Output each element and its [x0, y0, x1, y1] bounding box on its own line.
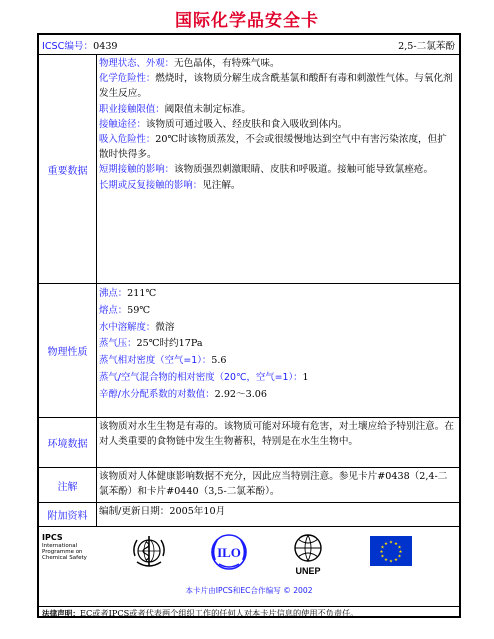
icsc-number: 0439 — [93, 41, 118, 52]
hazards-section — [39, 55, 459, 284]
svg-text:★: ★ — [398, 550, 403, 555]
additional-content: 编制/更新日期：2005年10月 — [99, 506, 226, 517]
svg-text:★: ★ — [384, 542, 388, 547]
physical-label: 物理性质 — [39, 284, 97, 417]
additional-label: 附加资料 — [39, 503, 97, 526]
hazard-item: 长期或反复接触的影响：见注解。 — [99, 179, 241, 191]
environment-label: 环境数据 — [39, 418, 97, 467]
physical-section — [39, 284, 459, 418]
property-item: 辛醇/水分配系数的对数值：2.92～3.06 — [99, 388, 267, 400]
logos-row — [39, 527, 459, 606]
additional-section — [39, 503, 459, 527]
ilo-emblem-icon — [207, 530, 251, 574]
notes-label: 注解 — [39, 468, 97, 502]
card-title: 国际化学品安全卡 — [175, 11, 319, 31]
property-item: 蒸气/空气混合物的相对密度（20℃，空气=1）：1 — [99, 371, 309, 383]
notes-content: 该物质对人体健康影响数据不充分，因此应当特别注意。参见卡片#0438（2,4-二氯苯酚）和卡片#0440（3,5-二氯苯酚）。 — [99, 471, 448, 498]
notes-section — [39, 468, 459, 503]
physical-content — [97, 284, 459, 417]
property-item: 蒸气压：25℃时约17Pa — [99, 338, 203, 350]
svg-text:UNEP: UNEP — [295, 566, 321, 576]
safety-card — [37, 33, 461, 618]
svg-text:★: ★ — [394, 558, 398, 563]
property-item: 蒸气相对密度（空气=1）：5.6 — [99, 355, 227, 367]
eu-flag-icon — [370, 536, 412, 566]
legal-notice — [39, 606, 459, 620]
svg-text:★: ★ — [379, 550, 384, 555]
hazards-label: 重要数据 — [39, 55, 97, 283]
svg-text:★: ★ — [380, 554, 385, 560]
svg-text:★: ★ — [397, 545, 402, 551]
icsc-number-block — [42, 38, 118, 52]
svg-text:★: ★ — [397, 554, 402, 560]
ipcs-logo: IPCS International Programme on Chemical Safety — [42, 533, 87, 562]
unep-emblem-icon — [288, 531, 328, 577]
property-item: 水中溶解度：微溶 — [99, 321, 175, 333]
svg-text:★: ★ — [394, 542, 398, 547]
credit-line: 本卡片由IPCS和EC合作编写 © 2002 — [185, 586, 313, 595]
svg-text:ILO: ILO — [217, 545, 241, 560]
legal-label: 法律声明： — [42, 609, 80, 618]
hazard-item: 职业接触限值：阈限值未制定标准。 — [99, 103, 251, 115]
property-item: 熔点：59℃ — [99, 304, 151, 316]
svg-text:★: ★ — [380, 545, 385, 551]
environment-section — [39, 418, 459, 468]
svg-text:★: ★ — [389, 540, 393, 546]
hazard-item: 化学危险性：燃烧时，该物质分解生成含酰基氯和酸酐有毒和刺激性气体。与氧化剂发生反应。 — [99, 73, 453, 100]
hazards-content — [97, 55, 459, 283]
hazard-item: 吸入危险性：20℃时该物质蒸发，不会或很缓慢地达到空气中有害污染浓度，但扩散时快得多。 — [99, 134, 447, 161]
who-emblem-icon — [129, 532, 169, 572]
svg-text:★: ★ — [389, 559, 393, 565]
property-item: 沸点：211℃ — [99, 288, 157, 299]
svg-text:★: ★ — [384, 558, 388, 563]
hazard-item: 物理状态、外观：无色晶体，有特殊气味。 — [99, 58, 280, 69]
legal-text: EC或者IPCS或者代表两个组织工作的任何人对本卡片信息的使用不负责任。 — [79, 608, 359, 618]
icsc-label: ICSC编号： — [42, 41, 94, 52]
card-header-row — [39, 35, 459, 55]
chemical-name: 2,5-二氯苯酚 — [398, 41, 455, 52]
environment-content: 该物质对水生生物是有毒的。该物质可能对环境有危害，对土壤应给予特别注意。在对人类重要的食物链中发生生物蓄积，特别是在水生生物中。 — [99, 421, 454, 448]
hazard-item: 接触途径：该物质可通过吸入、经皮肤和食入吸收到体内。 — [99, 118, 348, 130]
hazard-item: 短期接触的影响：该物质强烈刺激眼睛、皮肤和呼吸道。接触可能导致氯痤疮。 — [99, 164, 434, 176]
